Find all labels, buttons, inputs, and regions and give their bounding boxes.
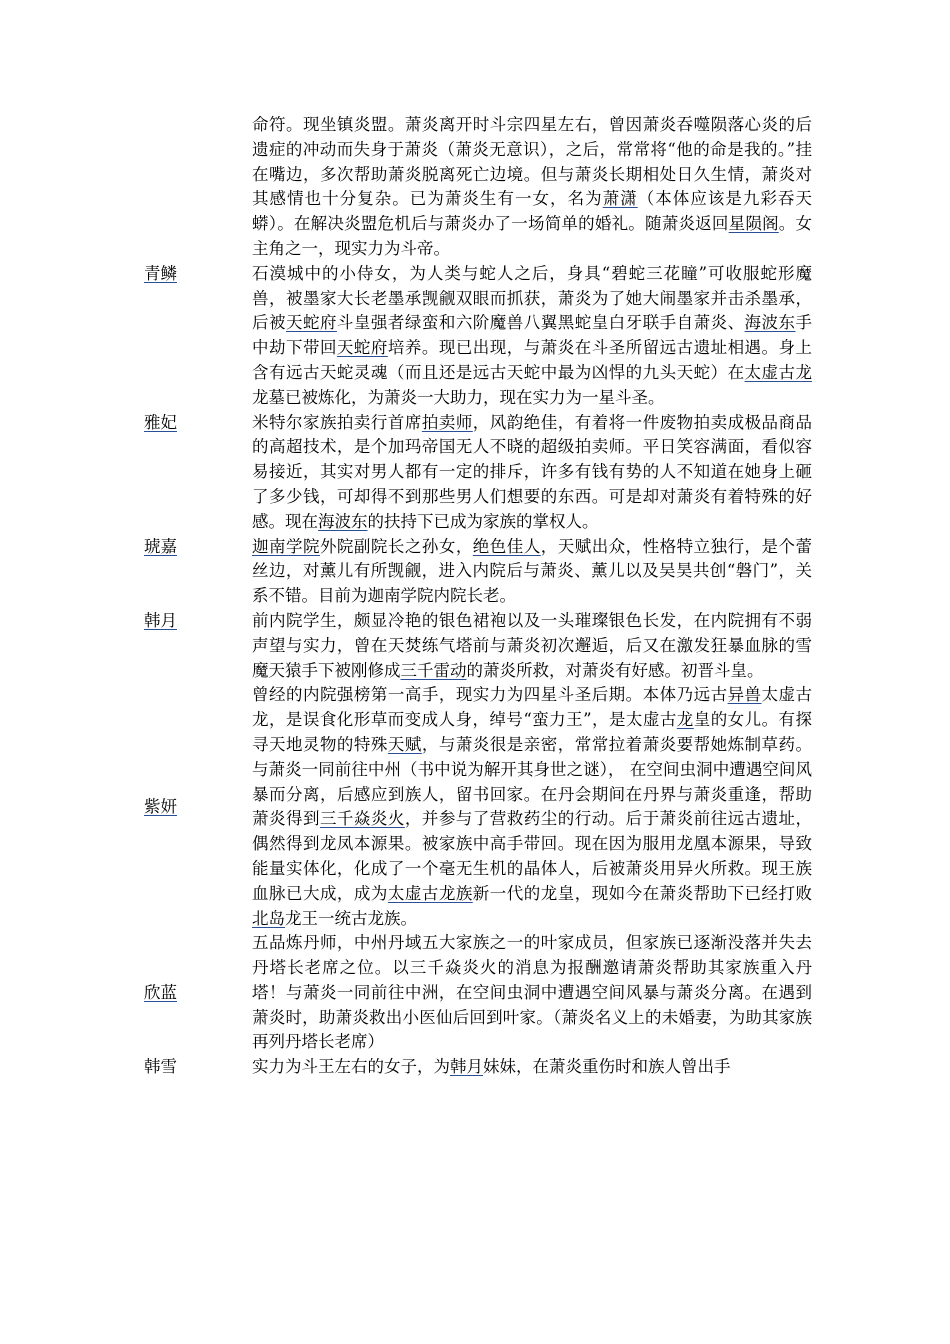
wiki-link[interactable]: 太虚古龙 bbox=[744, 362, 812, 382]
wiki-link[interactable]: 太虚古龙族 bbox=[387, 883, 473, 903]
description-text: 石漠城中的小侍女，为人类与蛇人之后，身具“碧蛇三花瞳”可收服蛇形魔兽，被墨家大长老墨承觊觎双眼而抓获，萧炎为了她大闹墨家并击杀墨承，后被 bbox=[252, 263, 812, 333]
wiki-link[interactable]: 海波东 bbox=[318, 511, 368, 531]
character-description bbox=[252, 609, 812, 683]
description-text: 手中劫下带回 bbox=[252, 313, 812, 358]
character-description bbox=[252, 931, 812, 1055]
character-description bbox=[252, 535, 812, 609]
character-entry bbox=[144, 411, 812, 535]
description-text: 前内院学生，颇显冷艳的银色裙袍以及一头璀璨银色长发，在内院拥有不弱声望与实力，曾在天焚练气塔前与萧炎初次邂逅，后又在激发狂暴血脉的雪魔天猿手下被刚修成 bbox=[252, 610, 812, 680]
description-text: 太虚古龙，是误食化形草而变成人身，绰号“蛮力王”，是太虚古 bbox=[252, 685, 812, 730]
wiki-link[interactable]: 异兽 bbox=[727, 685, 762, 705]
character-name-link[interactable]: 琥嘉 bbox=[144, 536, 177, 556]
wiki-link[interactable]: 萧潇 bbox=[602, 189, 638, 209]
wiki-link[interactable]: 海波东 bbox=[744, 313, 796, 333]
character-name-link[interactable]: 韩月 bbox=[144, 610, 177, 630]
description-text: 实力为斗王左右的女子，为 bbox=[252, 1057, 450, 1077]
wiki-link[interactable]: 天蛇府 bbox=[285, 313, 337, 333]
description-text: ，并参与了营救药尘的行动。后于萧炎前往远古遗址，偶然得到龙凤本源果。被家族中高手带回。现在因为服用龙凰本源果，导致能量实体化，化成了一个毫无生机的晶体人，后被萧炎用异火所救。现王族血脉已大成，成为 bbox=[252, 809, 812, 903]
character-entry bbox=[144, 262, 812, 411]
character-name-link[interactable]: 欣蓝 bbox=[144, 982, 177, 1002]
wiki-link[interactable]: 三千焱炎火 bbox=[319, 809, 405, 829]
description-text: 的扶持下已成为家族的掌权人。 bbox=[367, 511, 599, 531]
character-name: 韩雪 bbox=[144, 1057, 177, 1077]
character-entry bbox=[144, 609, 812, 683]
wiki-link[interactable]: 天赋 bbox=[387, 734, 422, 754]
character-name-link[interactable]: 青鳞 bbox=[144, 263, 177, 283]
description-text: 龙王一统古龙族。 bbox=[285, 908, 417, 928]
wiki-link[interactable]: 迦南学院 bbox=[252, 536, 320, 556]
character-entry bbox=[144, 535, 812, 609]
description-text: （本体应该是九彩吞天蟒）。在解决炎盟危机后与萧炎办了一场简单的婚礼。随萧炎返回 bbox=[252, 189, 813, 234]
description-text: 的萧炎所救，对萧炎有好感。初晋斗皇。 bbox=[466, 660, 764, 680]
character-name-cell bbox=[144, 795, 252, 820]
character-name-cell bbox=[144, 262, 252, 287]
description-text: 命符。现坐镇炎盟。萧炎离开时斗宗四星左右，曾因萧炎吞噬陨落心炎的后遗症的冲动而失身于萧炎（萧炎无意识），之后，常常将“他的命是我的。”挂在嘴边，多次帮助萧炎脱离死亡边境。但与萧炎长期相处日久生情，萧炎对其感情也十分复杂。已为萧炎生有一女，名为 bbox=[252, 115, 812, 209]
description-text: 皇的女儿。有探寻天地灵物的特殊 bbox=[252, 710, 813, 754]
description-text: 龙墓已被炼化，为萧炎一大助力，现在实力为一星斗圣。 bbox=[252, 387, 665, 407]
wiki-link[interactable]: 拍卖师 bbox=[421, 412, 473, 432]
description-text: ，与萧炎很是亲密，常常拉着萧炎要帮她炼制草药。与萧炎一同前往中州（书中说为解开其身世之谜）， 在空间虫洞中遭遇空间风暴而分离，后感应到族人，留书回家。在丹会期间在丹界与萧炎重逢，帮助萧炎得到 bbox=[252, 734, 812, 829]
character-name-cell bbox=[144, 411, 252, 436]
description-text: 培养。现已出现，与萧炎在斗圣所留远古遗址相遇。身上含有远古天蛇灵魂（而且还是远古天蛇中最为凶悍的九头天蛇）在 bbox=[252, 338, 812, 382]
description-text: ，天赋出众，性格特立独行，是个蕾丝边，对薰儿有所觊觎，进入内院后与萧炎、薰儿以及吴昊共创“磐门”，关系不错。目前为迦南学院内院长老。 bbox=[252, 536, 812, 606]
wiki-link[interactable]: 绝色佳人 bbox=[472, 536, 541, 556]
character-description bbox=[252, 683, 812, 931]
description-text: 新一代的龙皇，现如今在萧炎帮助下已经打败 bbox=[472, 883, 812, 903]
character-name-link[interactable]: 雅妃 bbox=[144, 412, 177, 432]
character-name-cell bbox=[144, 609, 252, 634]
character-description bbox=[252, 113, 812, 262]
character-entry bbox=[144, 1055, 812, 1080]
description-text: 米特尔家族拍卖行首席 bbox=[252, 412, 422, 432]
wiki-link[interactable]: 韩月 bbox=[450, 1057, 483, 1077]
description-text: 外院副院长之孙女， bbox=[319, 536, 473, 556]
description-text: 五品炼丹师，中州丹域五大家族之一的叶家成员，但家族已逐渐没落并失去丹塔长老席之位。以三千焱炎火的消息为报酬邀请萧炎帮助其家族重入丹塔！与萧炎一同前往中洲，在空间虫洞中遭遇空间风暴与萧炎分离。在遇到萧炎时，助萧炎救出小医仙后回到叶家。（萧炎名义上的未婚妻，为助其家族再列丹塔长老席） bbox=[252, 933, 812, 1052]
wiki-link[interactable]: 三千雷动 bbox=[400, 660, 467, 680]
wiki-link[interactable]: 龙 bbox=[676, 710, 694, 730]
description-text: ，风韵绝佳，有着将一件废物拍卖成极品商品的高超技术，是个加玛帝国无人不晓的超级拍卖师。平日笑容满面，看似容易接近，其实对男人都有一定的排斥，许多有钱有势的人不知道在她身上砸了多少钱，可却得不到那些男人们想要的东西。可是却对萧炎有着特殊的好感。现在 bbox=[252, 412, 812, 531]
description-text: 曾经的内院强榜第一高手，现实力为四星斗圣后期。本体乃远古 bbox=[252, 685, 728, 705]
character-description bbox=[252, 262, 812, 411]
character-name-cell bbox=[144, 535, 252, 560]
wiki-link[interactable]: 天蛇府 bbox=[336, 338, 388, 358]
character-description bbox=[252, 411, 812, 535]
character-list bbox=[144, 113, 812, 1080]
character-name-cell bbox=[144, 981, 252, 1006]
wiki-link[interactable]: 星陨阁 bbox=[728, 214, 779, 234]
character-name-link[interactable]: 紫妍 bbox=[144, 796, 177, 816]
character-description bbox=[252, 1055, 812, 1080]
character-name-cell bbox=[144, 1055, 252, 1080]
character-entry bbox=[144, 683, 812, 931]
wiki-link[interactable]: 北岛 bbox=[252, 908, 285, 928]
character-entry bbox=[144, 113, 812, 262]
character-entry bbox=[144, 931, 812, 1055]
description-text: 妹妹，在萧炎重伤时和族人曾出手 bbox=[483, 1057, 731, 1077]
description-text: 斗皇强者绿蛮和六阶魔兽八翼黑蛇皇白牙联手自萧炎、 bbox=[336, 313, 745, 333]
description-text: 。女主角之一，现实力为斗帝。 bbox=[252, 214, 813, 258]
